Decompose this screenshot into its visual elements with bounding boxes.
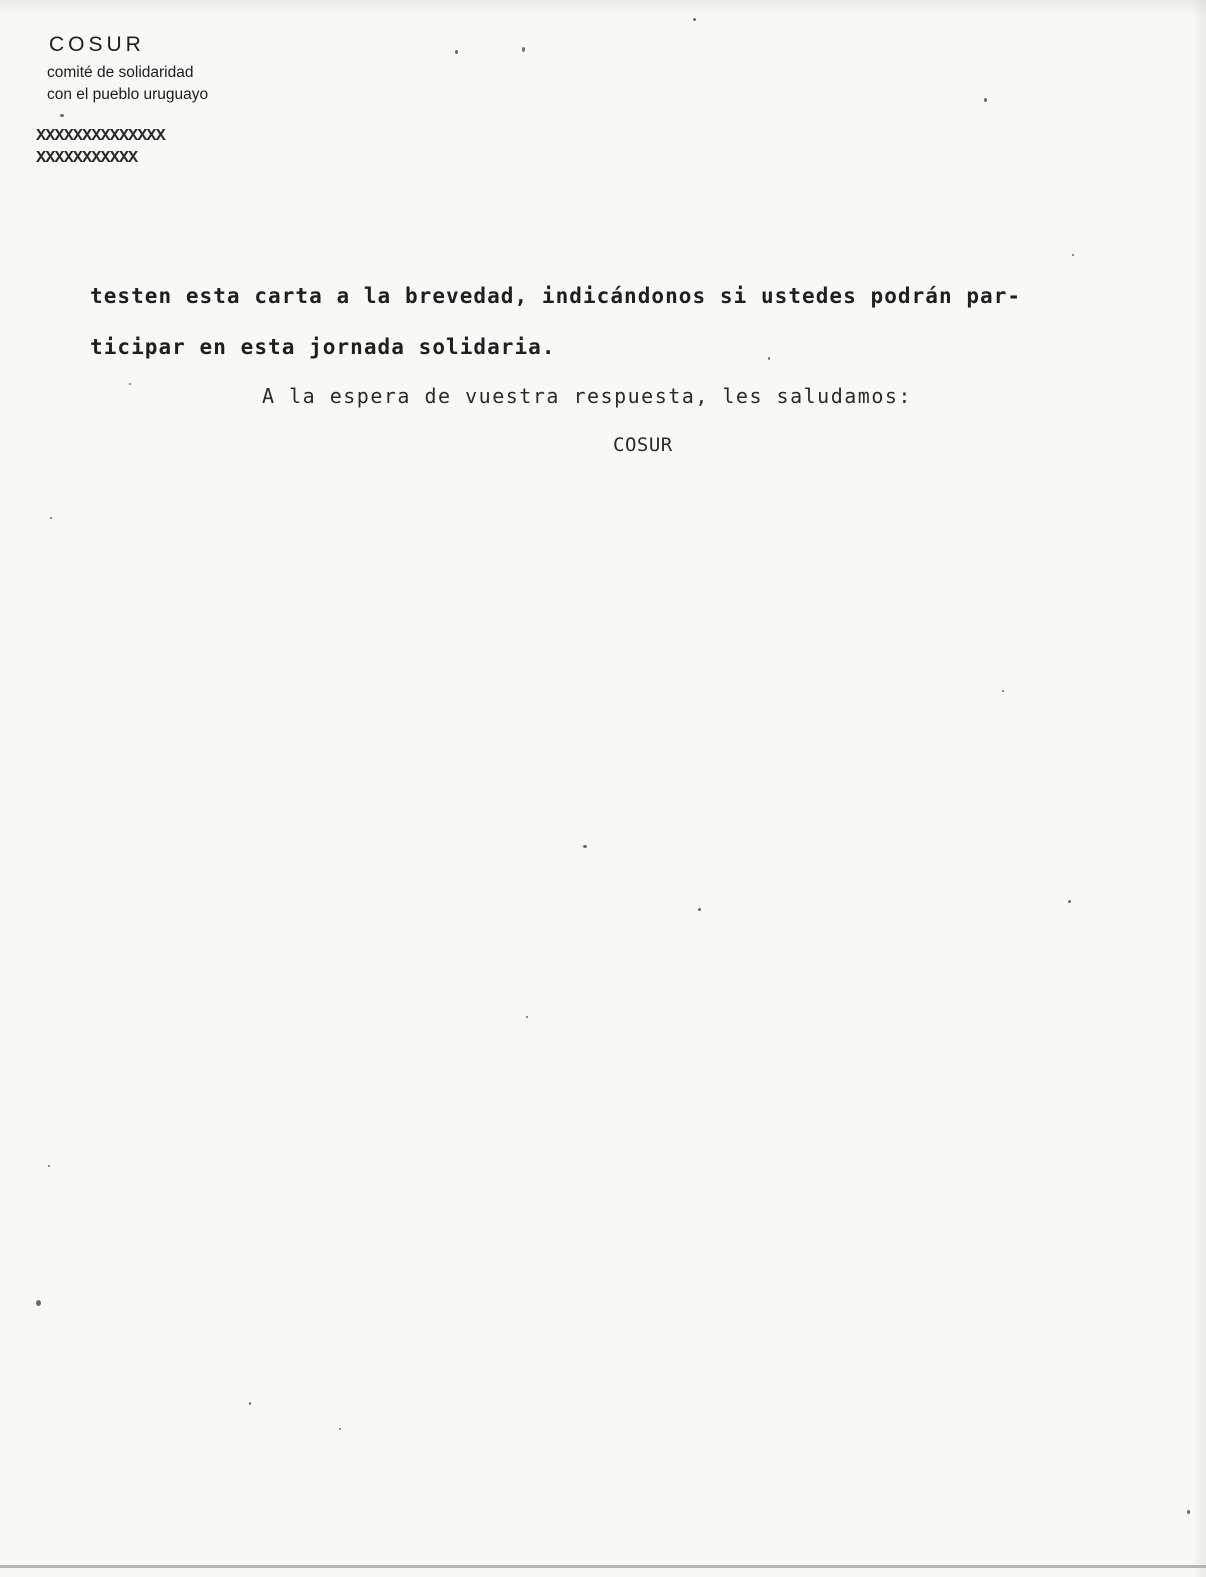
scan-speck [693, 18, 696, 21]
page-top-shadow [0, 0, 1206, 16]
scan-speck [36, 1300, 41, 1306]
scan-speck [1002, 690, 1004, 692]
closing-salutation: A la espera de vuestra respuesta, les saludamos: [262, 384, 912, 408]
scan-speck [1072, 254, 1074, 256]
page-bottom-edge [0, 1565, 1206, 1568]
body-text-line-1: testen esta carta a la brevedad, indicándonos si ustedes podrán par- [90, 284, 1022, 308]
scan-speck [583, 845, 587, 848]
scan-speck [768, 357, 770, 360]
organization-name: COSUR [49, 33, 145, 56]
struck-out-line-2: XXXXXXXXXXX [36, 149, 138, 168]
organization-subtitle-line-1: comité de solidaridad [47, 64, 194, 81]
scan-speck [129, 383, 131, 385]
scan-speck [1068, 900, 1071, 903]
struck-out-line-1: XXXXXXXXXXXXXX [36, 127, 165, 146]
scan-speck [526, 1016, 528, 1018]
scan-speck [1187, 1510, 1190, 1514]
page-right-edge [1192, 0, 1206, 1577]
scan-speck [48, 1165, 50, 1167]
organization-subtitle-line-2: con el pueblo uruguayo [47, 86, 209, 103]
scan-speck [50, 517, 52, 519]
scan-speck [984, 98, 987, 102]
scan-speck [249, 1402, 251, 1405]
body-text-line-2: ticipar en esta jornada solidaria. [90, 335, 556, 359]
letterhead [47, 32, 208, 106]
signature: COSUR [613, 434, 673, 456]
scan-speck [698, 908, 701, 911]
struck-out-address [36, 126, 165, 170]
scan-speck [522, 47, 525, 52]
scan-speck [455, 50, 458, 54]
scan-speck [339, 1428, 341, 1430]
scan-speck [60, 114, 64, 117]
